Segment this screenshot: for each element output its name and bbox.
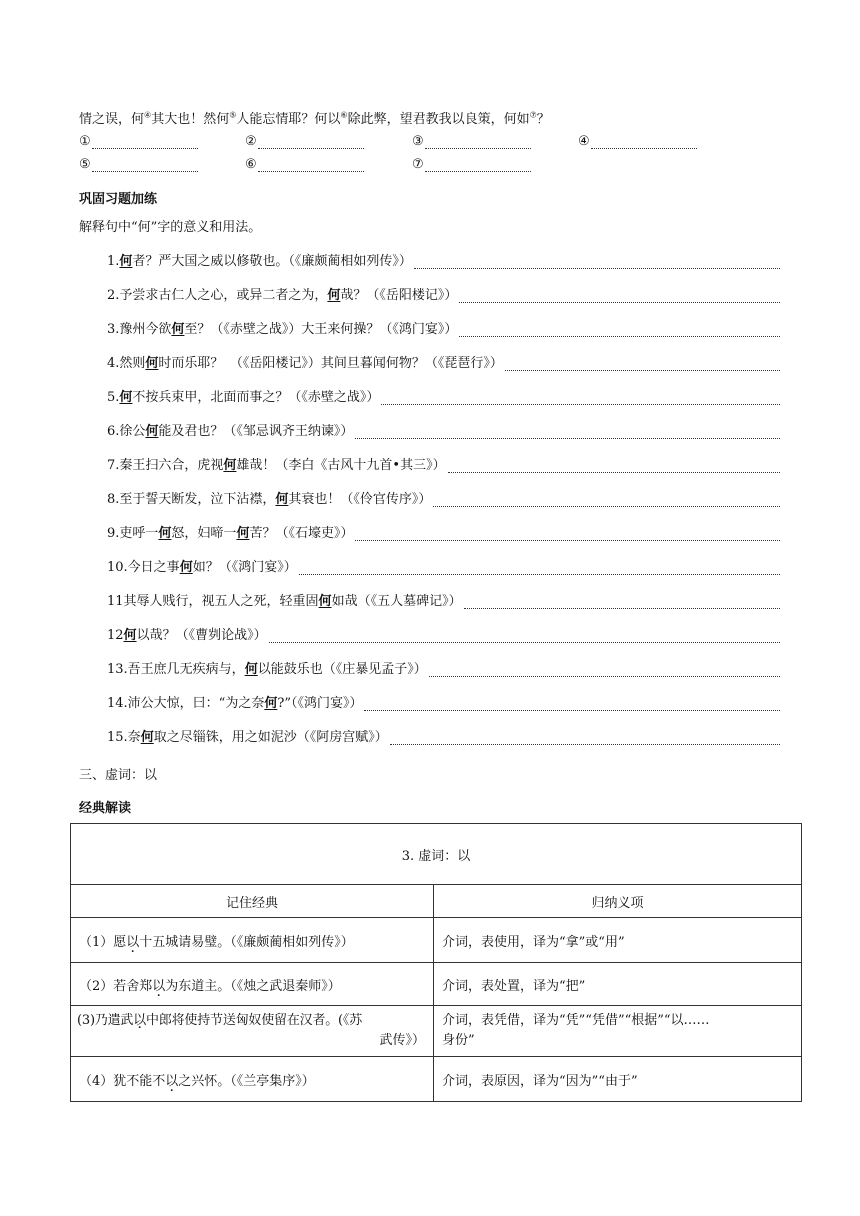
answer-line[interactable] [459, 288, 780, 303]
exercise-item-12: 12何以哉？（《曹刿论战》） [107, 623, 780, 643]
answer-line[interactable] [448, 458, 780, 473]
table-header-col1: 记住经典 [71, 885, 434, 918]
exercise-item-15: 15.奈何取之尽锱铢，用之如泥沙（《阿房宫赋》） [107, 725, 780, 745]
answer-line[interactable] [414, 254, 780, 269]
answer-line[interactable] [299, 560, 780, 575]
exercise-item-2: 2.予尝求古仁人之心，或异二者之为，何哉？（《岳阳楼记》） [107, 283, 780, 303]
table-title: 3. 虚词：以 [71, 824, 802, 885]
exercise-item-8: 8.至于誓天断发，泣下沾襟，何其衰也！（《伶官传序》） [107, 487, 780, 507]
exercise-item-14: 14.沛公大惊，曰：“为之奈何?”（《鸿门宴》） [107, 691, 780, 711]
answer-line[interactable] [355, 424, 780, 439]
intro-sentence: 情之误，何④其大也！然何⑤人能忘情耶？何以⑥除此弊，望君教我以良策，何如⑦？ [79, 110, 550, 127]
answer-line[interactable] [381, 390, 780, 405]
table-cell-example: （2）若舍郑以为东道主。（《烛之武退秦师》） [71, 963, 434, 1006]
table-cell-meaning: 介词，表使用，译为“拿”或“用” [434, 918, 802, 963]
blank-4[interactable]: ④ [578, 134, 697, 149]
exercise-item-4: 4.然则何时而乐耶？ （《岳阳楼记》）其间旦暮闻何物？（《琵琶行》） [107, 351, 780, 371]
table-row [71, 1057, 802, 1102]
table-cell-meaning: 介词，表处置，译为“把” [434, 963, 802, 1006]
exercise-item-13: 13.吾王庶几无疾病与，何以能鼓乐也（《庄暴见孟子》） [107, 657, 780, 677]
table-cell-example: （1）愿以十五城请易璧。（《廉颇蔺相如列传》） [71, 918, 434, 963]
blank-5[interactable]: ⑤ [79, 157, 198, 172]
answer-line[interactable] [459, 322, 780, 337]
answer-line[interactable] [505, 356, 780, 371]
table-cell-example: (3)乃遣武以中郎将使持节送匈奴使留在汉者。(《苏 武传》） [71, 1006, 434, 1057]
table-row [71, 963, 802, 1006]
practice-heading: 巩固习题加练 [79, 192, 158, 207]
blank-row-1 [79, 134, 779, 154]
exercise-item-10: 10.今日之事何如？（《鸿门宴》） [107, 555, 780, 575]
blank-7[interactable]: ⑦ [412, 157, 531, 172]
answer-line[interactable] [429, 662, 780, 677]
exercise-item-1: 1.何者？严大国之威以修敬也。（《廉颇蔺相如列传》） [107, 249, 780, 269]
section-title: 三、虚词：以 [79, 768, 158, 783]
practice-instruction: 解释句中“何”字的意义和用法。 [79, 220, 262, 235]
table-cell-meaning: 介词，表凭借，译为“凭”“凭借”“根据”“以…… 身份” [434, 1006, 802, 1057]
blank-1[interactable]: ① [79, 134, 198, 149]
blank-3[interactable]: ③ [412, 134, 531, 149]
exercise-item-3: 3.豫州今欲何至？（《赤壁之战》）大王来何操？（《鸿门宴》） [107, 317, 780, 337]
table-row [71, 918, 802, 963]
exercise-item-9: 9.吏呼一何怒，妇啼一何苦？（《石壕吏》） [107, 521, 780, 541]
exercise-item-11: 11其辱人贱行，视五人之死，轻重固何如哉（《五人墓碑记》） [107, 589, 780, 609]
answer-line[interactable] [269, 628, 780, 643]
answer-line[interactable] [464, 594, 780, 609]
blank-6[interactable]: ⑥ [245, 157, 364, 172]
exercise-item-7: 7.秦王扫六合，虎视何雄哉！（李白《古风十九首•其三》） [107, 453, 780, 473]
blank-2[interactable]: ② [245, 134, 364, 149]
answer-line[interactable] [355, 526, 780, 541]
yi-table [70, 823, 802, 1102]
table-cell-example: （4）犹不能不以之兴怀。（《兰亭集序》） [71, 1057, 434, 1102]
answer-line[interactable] [433, 492, 780, 507]
exercise-item-6: 6.徐公何能及君也？（《邹忌讽齐王纳谏》） [107, 419, 780, 439]
exercise-item-5: 5.何不按兵束甲，北面而事之？（《赤壁之战》） [107, 385, 780, 405]
table-cell-meaning: 介词，表原因，译为“因为”“由于” [434, 1057, 802, 1102]
table-row [71, 1006, 802, 1057]
blank-row-2 [79, 157, 779, 177]
table-header-col2: 归纳义项 [434, 885, 802, 918]
answer-line[interactable] [390, 730, 780, 745]
section-subheading: 经典解读 [79, 801, 132, 816]
answer-line[interactable] [364, 696, 780, 711]
